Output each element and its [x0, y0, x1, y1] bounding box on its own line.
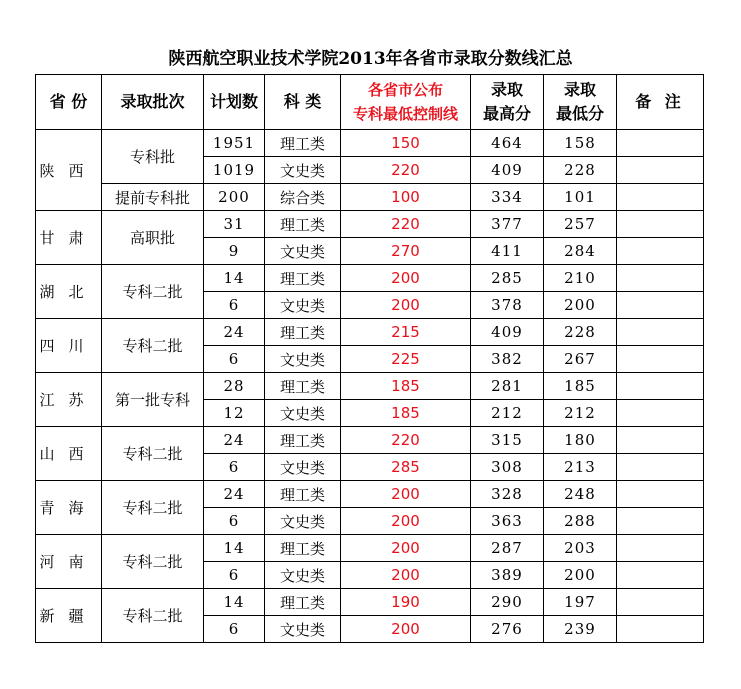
cell-max-score: 285 [471, 265, 544, 292]
cell-min-score: 101 [544, 184, 617, 211]
cell-plan: 6 [204, 454, 265, 481]
table-row [36, 184, 704, 211]
cell-remark [617, 130, 704, 157]
cell-min-score: 257 [544, 211, 617, 238]
header-control-line-1: 各省市公布 [367, 81, 443, 99]
header-min-score [544, 75, 617, 130]
cell-max-score: 290 [471, 589, 544, 616]
header-batch: 录取批次 [102, 75, 204, 130]
cell-min-score: 239 [544, 616, 617, 643]
cell-plan: 31 [204, 211, 265, 238]
cell-min-score: 267 [544, 346, 617, 373]
cell-remark [617, 184, 704, 211]
cell-max-score: 411 [471, 238, 544, 265]
cell-max-score: 409 [471, 157, 544, 184]
header-row [36, 75, 704, 130]
header-min-2: 最低分 [555, 104, 604, 123]
cell-batch: 提前专科批 [102, 184, 204, 211]
table-body [36, 130, 704, 643]
cell-min-score: 180 [544, 427, 617, 454]
cell-batch: 高职批 [102, 211, 204, 265]
cell-remark [617, 562, 704, 589]
cell-province: 新疆 [36, 589, 102, 643]
cell-control-line: 220 [341, 427, 471, 454]
cell-control-line: 200 [341, 508, 471, 535]
cell-remark [617, 157, 704, 184]
cell-remark [617, 211, 704, 238]
cell-max-score: 382 [471, 346, 544, 373]
cell-plan: 9 [204, 238, 265, 265]
cell-max-score: 363 [471, 508, 544, 535]
cell-remark [617, 346, 704, 373]
cell-remark [617, 454, 704, 481]
cell-remark [617, 616, 704, 643]
cell-min-score: 228 [544, 157, 617, 184]
cell-plan: 6 [204, 508, 265, 535]
cell-subject: 理工类 [265, 427, 341, 454]
table-row [36, 427, 704, 454]
cell-plan: 14 [204, 535, 265, 562]
cell-batch: 专科二批 [102, 535, 204, 589]
cell-plan: 28 [204, 373, 265, 400]
cell-plan: 6 [204, 346, 265, 373]
cell-control-line: 200 [341, 535, 471, 562]
cell-min-score: 200 [544, 562, 617, 589]
header-max-score [471, 75, 544, 130]
cell-plan: 1951 [204, 130, 265, 157]
cell-control-line: 285 [341, 454, 471, 481]
cell-min-score: 210 [544, 265, 617, 292]
cell-remark [617, 265, 704, 292]
cell-subject: 文史类 [265, 400, 341, 427]
cell-min-score: 185 [544, 373, 617, 400]
cell-control-line: 200 [341, 292, 471, 319]
cell-max-score: 276 [471, 616, 544, 643]
cell-subject: 理工类 [265, 535, 341, 562]
cell-max-score: 328 [471, 481, 544, 508]
cell-province: 河南 [36, 535, 102, 589]
cell-remark [617, 508, 704, 535]
cell-min-score: 212 [544, 400, 617, 427]
cell-max-score: 464 [471, 130, 544, 157]
cell-subject: 文史类 [265, 508, 341, 535]
cell-control-line: 190 [341, 589, 471, 616]
cell-min-score: 248 [544, 481, 617, 508]
cell-max-score: 377 [471, 211, 544, 238]
cell-batch: 专科二批 [102, 319, 204, 373]
cell-plan: 6 [204, 292, 265, 319]
cell-max-score: 389 [471, 562, 544, 589]
cell-province: 山西 [36, 427, 102, 481]
cell-max-score: 212 [471, 400, 544, 427]
cell-min-score: 197 [544, 589, 617, 616]
table-row [36, 265, 704, 292]
cell-plan: 1019 [204, 157, 265, 184]
cell-plan: 14 [204, 589, 265, 616]
cell-plan: 24 [204, 427, 265, 454]
cell-remark [617, 292, 704, 319]
cell-batch: 专科二批 [102, 265, 204, 319]
cell-subject: 文史类 [265, 454, 341, 481]
cell-control-line: 100 [341, 184, 471, 211]
cell-remark [617, 589, 704, 616]
cell-subject: 理工类 [265, 373, 341, 400]
cell-remark [617, 238, 704, 265]
cell-remark [617, 481, 704, 508]
cell-subject: 综合类 [265, 184, 341, 211]
cell-min-score: 213 [544, 454, 617, 481]
cell-batch: 专科二批 [102, 589, 204, 643]
cell-province: 湖北 [36, 265, 102, 319]
table-row [36, 535, 704, 562]
cell-control-line: 270 [341, 238, 471, 265]
cell-plan: 200 [204, 184, 265, 211]
header-remark: 备 注 [617, 75, 704, 130]
cell-batch: 第一批专科 [102, 373, 204, 427]
cell-max-score: 308 [471, 454, 544, 481]
cell-control-line: 200 [341, 616, 471, 643]
cell-subject: 理工类 [265, 481, 341, 508]
cell-control-line: 220 [341, 211, 471, 238]
cell-province: 江苏 [36, 373, 102, 427]
cell-min-score: 203 [544, 535, 617, 562]
header-plan: 计划数 [204, 75, 265, 130]
cell-subject: 文史类 [265, 346, 341, 373]
table-row [36, 211, 704, 238]
cell-plan: 14 [204, 265, 265, 292]
table-row [36, 373, 704, 400]
header-subject: 科 类 [265, 75, 341, 130]
cell-subject: 文史类 [265, 292, 341, 319]
cell-remark [617, 319, 704, 346]
cell-control-line: 185 [341, 373, 471, 400]
cell-control-line: 225 [341, 346, 471, 373]
header-min-1: 录取 [563, 80, 596, 99]
cell-remark [617, 373, 704, 400]
cell-control-line: 200 [341, 562, 471, 589]
header-max-2: 最高分 [482, 104, 531, 123]
cell-remark [617, 427, 704, 454]
cell-remark [617, 535, 704, 562]
cell-control-line: 200 [341, 481, 471, 508]
cell-province: 甘肃 [36, 211, 102, 265]
cell-min-score: 228 [544, 319, 617, 346]
cell-max-score: 315 [471, 427, 544, 454]
cell-subject: 理工类 [265, 265, 341, 292]
cell-subject: 理工类 [265, 211, 341, 238]
cell-control-line: 185 [341, 400, 471, 427]
cell-control-line: 200 [341, 265, 471, 292]
cell-batch: 专科二批 [102, 481, 204, 535]
cell-province: 青海 [36, 481, 102, 535]
cell-province: 四川 [36, 319, 102, 373]
cell-max-score: 287 [471, 535, 544, 562]
cell-subject: 文史类 [265, 562, 341, 589]
cell-min-score: 284 [544, 238, 617, 265]
cell-batch: 专科批 [102, 130, 204, 184]
header-control-line [341, 75, 471, 130]
cell-subject: 理工类 [265, 130, 341, 157]
header-control-line-2: 专科最低控制线 [352, 105, 458, 123]
cell-subject: 文史类 [265, 238, 341, 265]
admission-score-table [35, 74, 704, 643]
cell-control-line: 220 [341, 157, 471, 184]
cell-subject: 理工类 [265, 319, 341, 346]
cell-plan: 6 [204, 562, 265, 589]
cell-min-score: 158 [544, 130, 617, 157]
cell-subject: 文史类 [265, 616, 341, 643]
cell-plan: 24 [204, 481, 265, 508]
cell-max-score: 409 [471, 319, 544, 346]
cell-max-score: 334 [471, 184, 544, 211]
table-row [36, 130, 704, 157]
table-row [36, 589, 704, 616]
cell-subject: 文史类 [265, 157, 341, 184]
cell-min-score: 288 [544, 508, 617, 535]
cell-subject: 理工类 [265, 589, 341, 616]
cell-control-line: 150 [341, 130, 471, 157]
cell-province: 陕西 [36, 130, 102, 211]
cell-plan: 24 [204, 319, 265, 346]
cell-batch: 专科二批 [102, 427, 204, 481]
page-title: 陕西航空职业技术学院2013年各省市录取分数线汇总 [168, 49, 573, 69]
cell-remark [617, 400, 704, 427]
table-row [36, 481, 704, 508]
cell-max-score: 378 [471, 292, 544, 319]
cell-plan: 12 [204, 400, 265, 427]
cell-control-line: 215 [341, 319, 471, 346]
cell-plan: 6 [204, 616, 265, 643]
cell-min-score: 200 [544, 292, 617, 319]
cell-max-score: 281 [471, 373, 544, 400]
header-max-1: 录取 [490, 80, 523, 99]
table-row [36, 319, 704, 346]
header-province: 省 份 [36, 75, 102, 130]
